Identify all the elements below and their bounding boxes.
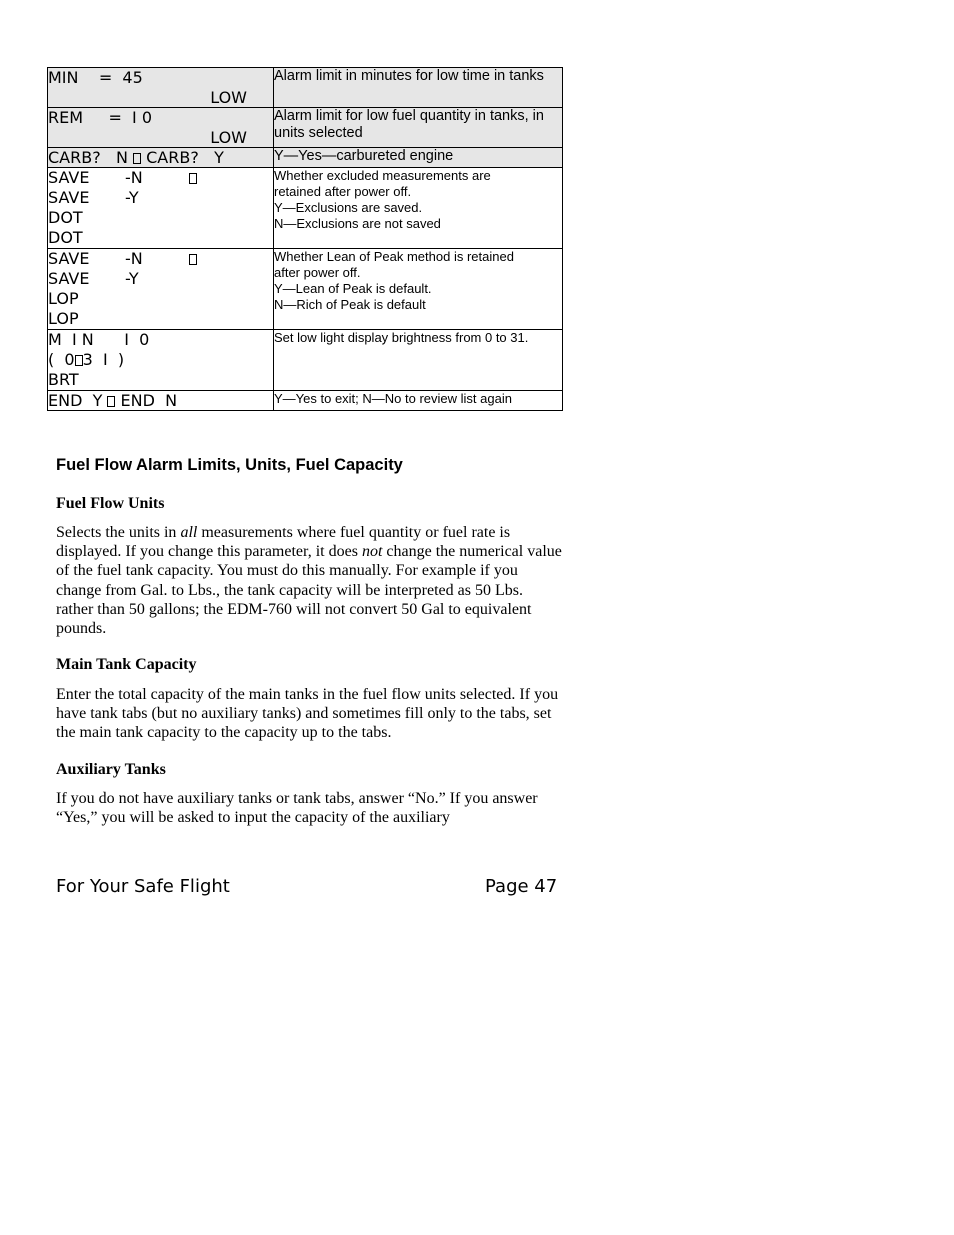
arrow-symbol-icon bbox=[133, 153, 141, 164]
description-cell: Y—Yes to exit; N—No to review list again bbox=[274, 391, 563, 411]
lcd-display-cell bbox=[48, 168, 274, 249]
table-row bbox=[48, 391, 563, 411]
description-line: N—Exclusions are not saved bbox=[274, 216, 441, 231]
table-row bbox=[48, 168, 563, 249]
lcd-text: ( 0 bbox=[48, 350, 75, 369]
description-line: after power off. bbox=[274, 265, 361, 280]
lcd-text: LOP bbox=[48, 289, 79, 308]
lcd-text: LOP bbox=[48, 309, 79, 328]
paragraph-auxiliary-tanks: If you do not have auxiliary tanks or tank tabs, answer “No.” If you answer “Yes,” you will be asked to input the capacity of the auxiliary bbox=[56, 790, 538, 827]
footer-left: For Your Safe Flight bbox=[56, 876, 230, 897]
description-cell: Set low light display brightness from 0 to 31. bbox=[274, 330, 563, 391]
description-line: retained after power off. bbox=[274, 184, 412, 199]
lcd-text: M I N I 0 bbox=[48, 330, 150, 349]
description-line: Y—Lean of Peak is default. bbox=[274, 281, 432, 296]
page-number: Page 47 bbox=[485, 876, 558, 897]
lcd-display-cell bbox=[48, 391, 274, 411]
lcd-text: END N bbox=[115, 391, 178, 410]
subheading-auxiliary-tanks: Auxiliary Tanks bbox=[56, 761, 166, 778]
lcd-display-cell bbox=[48, 108, 274, 148]
lcd-text: CARB? N bbox=[48, 148, 134, 167]
lcd-text: DOT bbox=[48, 228, 83, 247]
description-cell: Alarm limit for low fuel quantity in tanks, in units selected bbox=[274, 108, 563, 148]
description-cell bbox=[274, 168, 563, 249]
lcd-display-cell bbox=[48, 330, 274, 391]
lcd-text: SAVE -N bbox=[48, 249, 143, 268]
parameter-table bbox=[47, 67, 563, 411]
description-line: Whether excluded measurements are bbox=[274, 168, 491, 183]
arrow-symbol-icon bbox=[189, 254, 197, 265]
lcd-text: DOT bbox=[48, 208, 83, 227]
table-row bbox=[48, 249, 563, 330]
description-cell: Y—Yes—carbureted engine bbox=[274, 148, 563, 168]
arrow-symbol-icon bbox=[189, 173, 197, 184]
lcd-text: SAVE -N bbox=[48, 168, 143, 187]
table-row bbox=[48, 330, 563, 391]
section-title: Fuel Flow Alarm Limits, Units, Fuel Capacity bbox=[56, 456, 403, 474]
lcd-text: LOW bbox=[210, 128, 247, 147]
lcd-display-cell bbox=[48, 249, 274, 330]
description-cell: Alarm limit in minutes for low time in tanks bbox=[274, 68, 563, 108]
subheading-fuel-flow-units: Fuel Flow Units bbox=[56, 495, 165, 512]
lcd-text: 3 I ) bbox=[82, 350, 125, 369]
lcd-text: BRT bbox=[48, 370, 79, 389]
lcd-text: SAVE -Y bbox=[48, 188, 139, 207]
table-row bbox=[48, 148, 563, 168]
lcd-display-cell bbox=[48, 68, 274, 108]
description-line: N—Rich of Peak is default bbox=[274, 297, 426, 312]
dash-symbol-icon bbox=[75, 355, 83, 366]
paragraph-main-tank-capacity: Enter the total capacity of the main tanks in the fuel flow units selected. If you have tank tabs (but no auxiliary tanks) and sometimes fill only to the tabs, set the main tank capacity to the capacity up to the tabs. bbox=[56, 686, 559, 742]
lcd-text: CARB? Y bbox=[141, 148, 224, 167]
description-cell bbox=[274, 249, 563, 330]
lcd-text: MIN = 45 bbox=[48, 68, 143, 87]
table-row bbox=[48, 108, 563, 148]
description-line: Whether Lean of Peak method is retained bbox=[274, 249, 514, 264]
lcd-text: END Y bbox=[48, 391, 108, 410]
lcd-text: LOW bbox=[210, 88, 247, 107]
paragraph-fuel-flow-units: Selects the units in all measurements where fuel quantity or fuel rate is displayed. If you change this parameter, it does not change the numerical value of the fuel tank capacity. You must do this manually. For example if you change from Gal. to Lbs., the tank capacity will be interpreted as 50 Lbs. rather than 50 gallons; the EDM-760 will not convert 50 Gal to equivalent pounds. bbox=[56, 524, 562, 638]
table-row bbox=[48, 68, 563, 108]
lcd-text: SAVE -Y bbox=[48, 269, 139, 288]
description-line: Y—Exclusions are saved. bbox=[274, 200, 423, 215]
lcd-display-cell bbox=[48, 148, 274, 168]
lcd-text: REM = I 0 bbox=[48, 108, 153, 127]
subheading-main-tank-capacity: Main Tank Capacity bbox=[56, 656, 197, 673]
